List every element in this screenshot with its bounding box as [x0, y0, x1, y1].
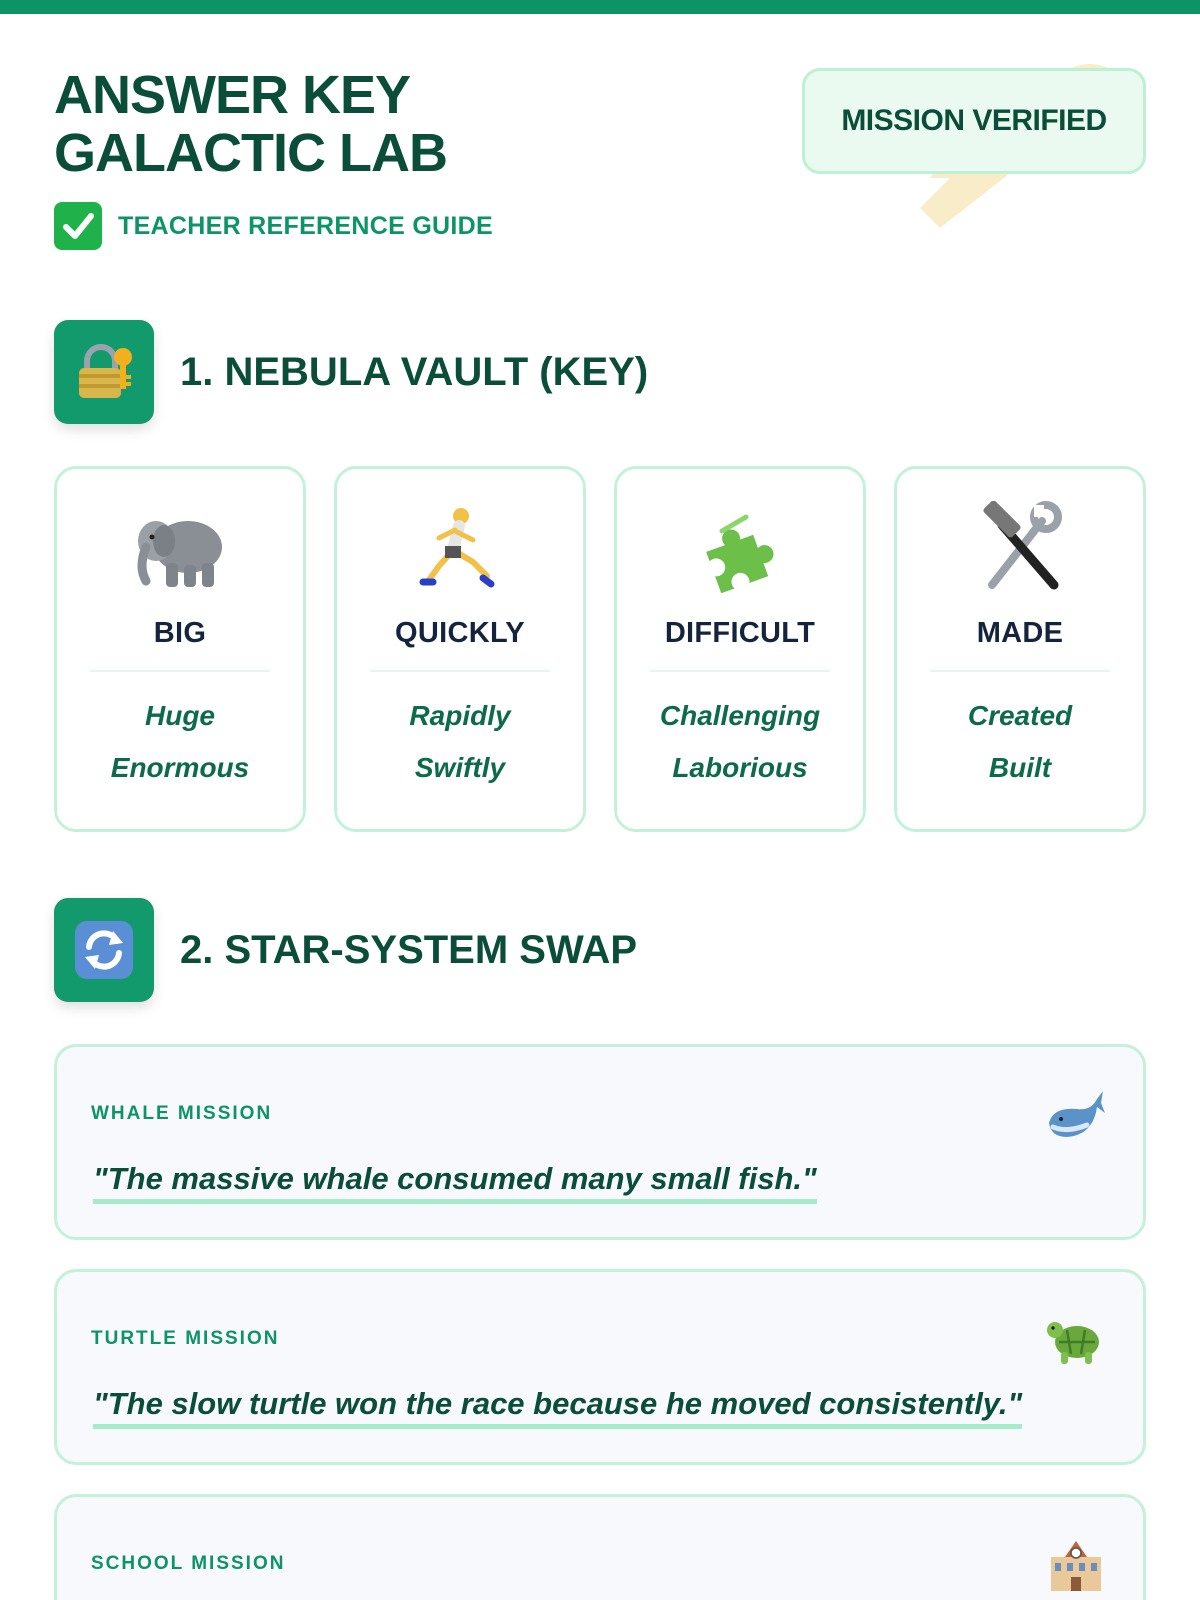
synonym: Rapidly [409, 700, 511, 731]
top-accent-bar [0, 0, 1200, 14]
checkmark-icon [54, 202, 102, 250]
vault-card [54, 466, 306, 832]
puzzle-piece-icon [690, 501, 790, 597]
runner-icon [410, 501, 510, 597]
vault-card [614, 466, 866, 832]
elephant-icon [130, 501, 230, 597]
synonym: Enormous [110, 752, 250, 783]
vault-word: MADE [976, 617, 1064, 649]
mission-card [54, 1269, 1146, 1465]
vault-card [894, 466, 1146, 832]
card-divider [90, 670, 270, 672]
mission-sentence: "The slow turtle won the race because he moved consistently." [93, 1384, 1022, 1429]
vault-word: QUICKLY [395, 617, 525, 649]
vault-word: BIG [153, 617, 207, 649]
mission-card [54, 1044, 1146, 1240]
badge-label: MISSION VERIFIED [841, 104, 1107, 137]
vault-word: DIFFICULT [664, 617, 816, 649]
card-divider [370, 670, 550, 672]
subtitle-text: TEACHER REFERENCE GUIDE [118, 211, 493, 240]
mission-verified-badge [802, 68, 1146, 174]
card-divider [930, 670, 1110, 672]
lock-key-icon [54, 320, 154, 424]
hammer-wrench-icon [970, 501, 1070, 597]
mission-label: TURTLE MISSION [91, 1328, 280, 1349]
mission-label: WHALE MISSION [91, 1103, 273, 1124]
vault-card [334, 466, 586, 832]
section-heading-swap [54, 898, 637, 1002]
synonym: Created [967, 700, 1073, 731]
synonym: Swiftly [414, 752, 506, 783]
mission-sentence: "The massive whale consumed many small fish." [93, 1159, 817, 1204]
school-building-icon [1043, 1531, 1109, 1597]
synonym: Built [988, 752, 1052, 783]
turtle-icon [1043, 1306, 1109, 1372]
section-title: 2. STAR-SYSTEM SWAP [180, 927, 638, 972]
card-divider [650, 670, 830, 672]
synonym: Laborious [672, 752, 808, 783]
title-line-1: ANSWER KEY [54, 65, 411, 125]
subtitle [54, 202, 493, 250]
whale-icon [1043, 1081, 1109, 1147]
swap-arrows-icon [54, 898, 154, 1002]
page-title [54, 66, 447, 182]
vault-cards [54, 466, 1146, 832]
section-heading-vault [54, 320, 648, 424]
mission-card [54, 1494, 1146, 1600]
mission-label: SCHOOL MISSION [91, 1553, 286, 1574]
title-line-2: GALACTIC LAB [54, 123, 447, 183]
synonym: Huge [145, 700, 215, 731]
synonym: Challenging [659, 700, 821, 731]
section-title: 1. NEBULA VAULT (KEY) [180, 349, 649, 394]
